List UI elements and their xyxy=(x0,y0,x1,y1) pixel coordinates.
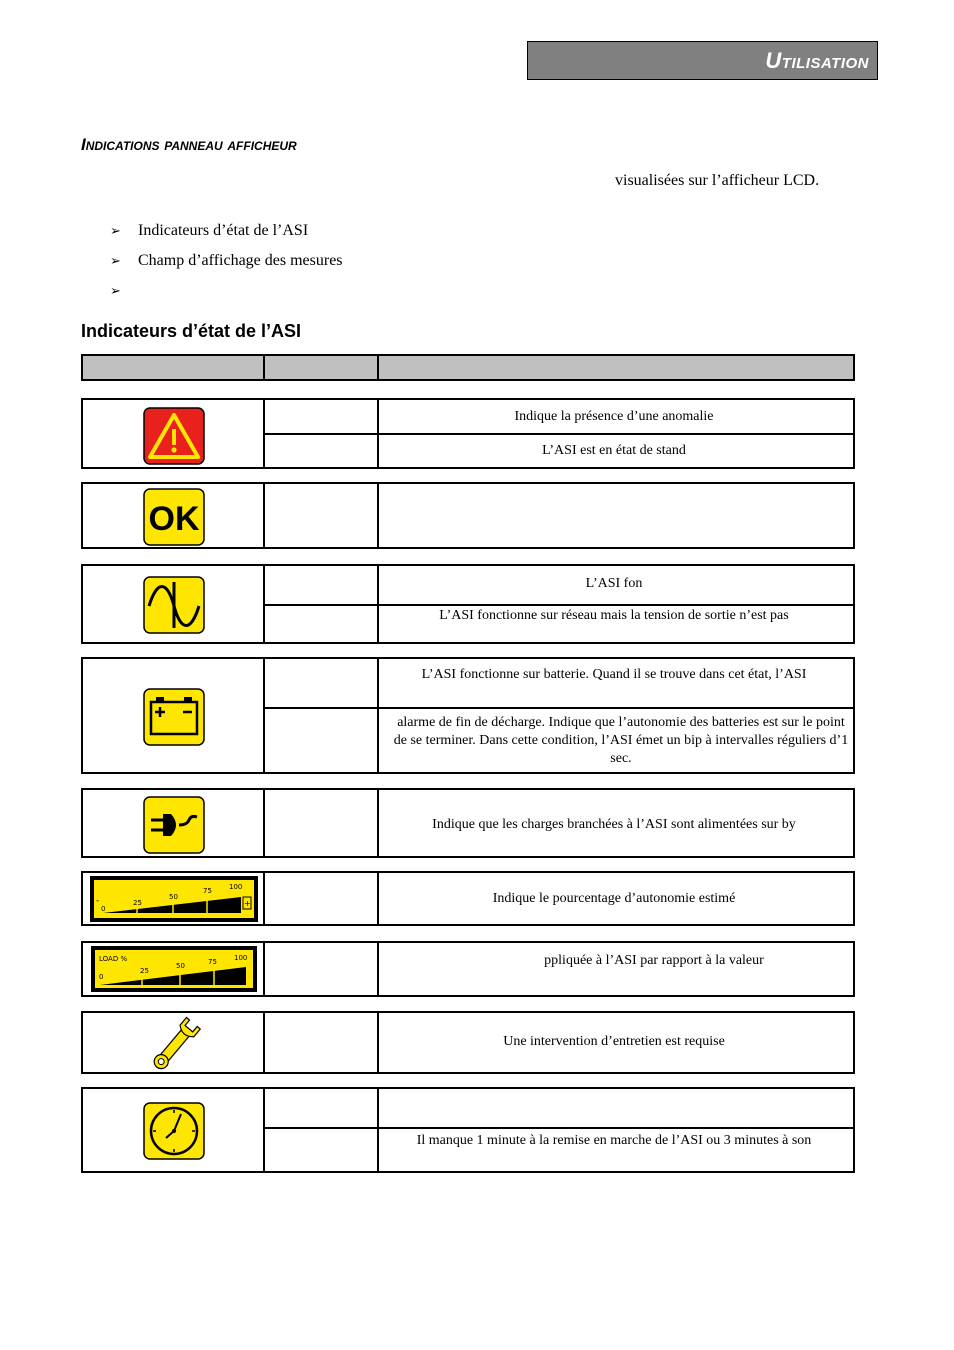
scale-label: 75 xyxy=(208,958,217,966)
scale-label: 75 xyxy=(203,887,212,895)
load-label: LOAD % xyxy=(99,955,128,963)
row-text: Il manque 1 minute à la remise en marche de l’ASI ou 3 minutes à son xyxy=(416,1133,812,1148)
scale-label: 100 xyxy=(229,883,243,891)
svg-text:+: + xyxy=(244,899,251,908)
arrow-bullet-icon: ➢ xyxy=(110,254,121,269)
scale-label: 25 xyxy=(133,899,142,907)
bullet-item: ➢ Champ d’affichage des mesures xyxy=(110,252,343,269)
table-row xyxy=(81,871,855,926)
page-header xyxy=(527,41,878,80)
arrow-bullet-icon: ➢ xyxy=(110,284,121,299)
scale-label: 50 xyxy=(176,962,185,970)
scale-label: 50 xyxy=(169,893,178,901)
table-row xyxy=(81,398,855,469)
table-row xyxy=(81,941,855,997)
row-text: L’ASI fonctionne sur réseau mais la tension de sortie n’est pas xyxy=(439,608,789,623)
subsection-title: Indicateurs d’état de l’ASI xyxy=(81,321,302,341)
sine-wave-icon xyxy=(143,576,205,634)
row-text: Une intervention d’entretien est requise xyxy=(503,1034,725,1049)
scale-label: 100 xyxy=(234,954,248,962)
row-text: L’ASI fon xyxy=(585,576,643,591)
section-title: Indications panneau afficheur xyxy=(81,135,297,154)
table-row xyxy=(81,657,855,774)
table-row xyxy=(81,1087,855,1173)
plug-icon xyxy=(143,796,205,854)
bullet-item xyxy=(110,282,138,300)
svg-text:OK: OK xyxy=(148,500,200,538)
battery-level-bar-icon xyxy=(89,875,259,923)
battery-icon xyxy=(143,688,205,746)
row-text: Indique la présence d’une anomalie xyxy=(514,409,714,424)
row-text: L’ASI fonctionne sur batterie. Quand il se trouve dans cet état, l’ASI xyxy=(421,667,807,682)
wrench-icon xyxy=(145,1015,207,1073)
page-header-title: Utilisation xyxy=(765,48,869,73)
row-text: L’ASI est en état de stand xyxy=(542,443,686,458)
scale-label: 25 xyxy=(140,967,149,975)
row-text: Indique que les charges branchées à l’ASI sont alimentées sur by xyxy=(432,817,796,832)
load-level-bar-icon xyxy=(90,945,258,993)
table-row xyxy=(81,482,855,549)
ok-icon xyxy=(143,488,205,546)
row-text: alarme de fin de décharge. Indique que l’autonomie des batteries est sur le point de se terminer. Dans cette condition, l’ASI émet un bip à intervalles réguliers d’1 sec. xyxy=(393,715,849,766)
svg-text:-: - xyxy=(96,896,100,906)
table-row xyxy=(81,1011,855,1074)
arrow-bullet-icon: ➢ xyxy=(110,224,121,239)
table-row xyxy=(81,564,855,644)
table-row xyxy=(81,788,855,858)
table-header-row xyxy=(81,354,855,381)
clock-icon xyxy=(143,1102,205,1160)
scale-label: 0 xyxy=(99,973,104,981)
section-intro: visualisées sur l’afficheur LCD. xyxy=(615,172,820,189)
bullet-item: ➢ Indicateurs d’état de l’ASI xyxy=(110,222,309,239)
row-text: Indique le pourcentage d’autonomie estimé xyxy=(492,891,736,906)
row-text: ppliquée à l’ASI par rapport à la valeur xyxy=(544,953,764,968)
scale-label: 0 xyxy=(101,905,106,913)
warning-icon xyxy=(143,407,205,465)
